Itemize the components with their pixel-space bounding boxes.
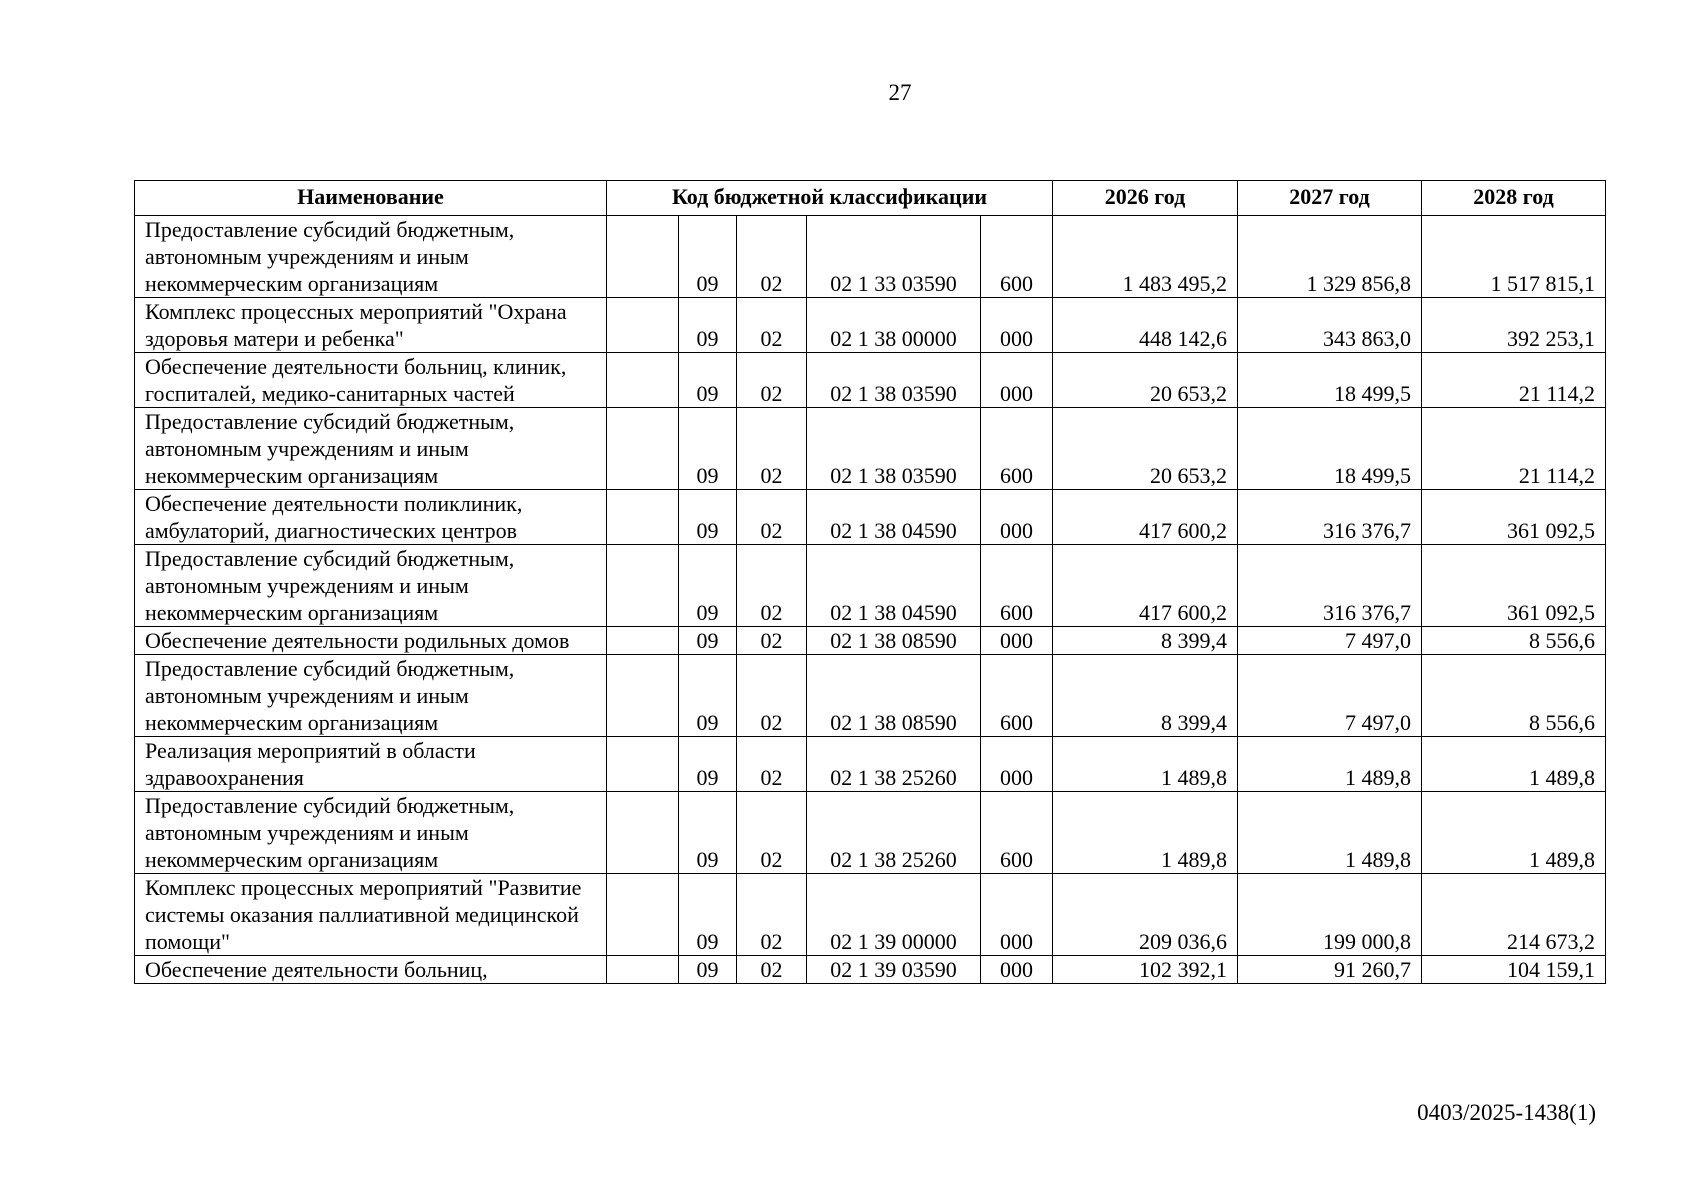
subsection-code: 02	[737, 874, 807, 956]
subsection-code: 02	[737, 737, 807, 792]
section-code: 09	[679, 490, 737, 545]
section-code: 09	[679, 655, 737, 737]
section-code: 09	[679, 545, 737, 627]
row-name: Реализация мероприятий в области здравоохранения	[135, 737, 607, 792]
row-name: Предоставление субсидий бюджетным, автономным учреждениям и иным некоммерческим организациям	[135, 792, 607, 874]
table-row	[135, 874, 1606, 956]
blank-cell	[607, 956, 679, 984]
subsection-code: 02	[737, 490, 807, 545]
amount-2026: 8 399,4	[1053, 655, 1238, 737]
blank-cell	[607, 792, 679, 874]
expense-type-code: 000	[981, 874, 1053, 956]
section-code: 09	[679, 627, 737, 655]
amount-2027: 343 863,0	[1238, 298, 1422, 353]
target-article-code: 02 1 38 25260	[807, 737, 981, 792]
table-row	[135, 216, 1606, 298]
table-row	[135, 655, 1606, 737]
subsection-code: 02	[737, 956, 807, 984]
amount-2027: 1 489,8	[1238, 792, 1422, 874]
row-name: Предоставление субсидий бюджетным, автономным учреждениям и иным некоммерческим организациям	[135, 216, 607, 298]
amount-2027: 199 000,8	[1238, 874, 1422, 956]
table-row	[135, 490, 1606, 545]
target-article-code: 02 1 38 25260	[807, 792, 981, 874]
amount-2028: 21 114,2	[1422, 408, 1606, 490]
subsection-code: 02	[737, 298, 807, 353]
amount-2027: 7 497,0	[1238, 627, 1422, 655]
table-body	[135, 216, 1606, 984]
subsection-code: 02	[737, 353, 807, 408]
amount-2028: 8 556,6	[1422, 655, 1606, 737]
target-article-code: 02 1 39 00000	[807, 874, 981, 956]
amount-2028: 361 092,5	[1422, 545, 1606, 627]
amount-2026: 8 399,4	[1053, 627, 1238, 655]
blank-cell	[607, 627, 679, 655]
table-row	[135, 353, 1606, 408]
section-code: 09	[679, 216, 737, 298]
table-row	[135, 737, 1606, 792]
row-name: Обеспечение деятельности родильных домов	[135, 627, 607, 655]
amount-2027: 18 499,5	[1238, 408, 1422, 490]
amount-2028: 361 092,5	[1422, 490, 1606, 545]
section-code: 09	[679, 792, 737, 874]
table-row	[135, 792, 1606, 874]
subsection-code: 02	[737, 216, 807, 298]
target-article-code: 02 1 38 04590	[807, 490, 981, 545]
amount-2026: 1 489,8	[1053, 737, 1238, 792]
section-code: 09	[679, 737, 737, 792]
amount-2027: 91 260,7	[1238, 956, 1422, 984]
target-article-code: 02 1 38 04590	[807, 545, 981, 627]
amount-2026: 20 653,2	[1053, 353, 1238, 408]
expense-type-code: 000	[981, 627, 1053, 655]
blank-cell	[607, 408, 679, 490]
subsection-code: 02	[737, 655, 807, 737]
table-row	[135, 408, 1606, 490]
target-article-code: 02 1 38 03590	[807, 408, 981, 490]
table-header-row	[135, 181, 1606, 216]
blank-cell	[607, 490, 679, 545]
row-name: Предоставление субсидий бюджетным, автономным учреждениям и иным некоммерческим организациям	[135, 408, 607, 490]
target-article-code: 02 1 39 03590	[807, 956, 981, 984]
row-name: Обеспечение деятельности больниц,	[135, 956, 607, 984]
amount-2028: 104 159,1	[1422, 956, 1606, 984]
target-article-code: 02 1 38 00000	[807, 298, 981, 353]
expense-type-code: 000	[981, 353, 1053, 408]
amount-2027: 7 497,0	[1238, 655, 1422, 737]
blank-cell	[607, 298, 679, 353]
amount-2026: 448 142,6	[1053, 298, 1238, 353]
target-article-code: 02 1 33 03590	[807, 216, 981, 298]
row-name: Предоставление субсидий бюджетным, автономным учреждениям и иным некоммерческим организациям	[135, 545, 607, 627]
amount-2026: 417 600,2	[1053, 545, 1238, 627]
page-number: 27	[888, 80, 912, 105]
amount-2027: 316 376,7	[1238, 490, 1422, 545]
section-code: 09	[679, 956, 737, 984]
blank-cell	[607, 353, 679, 408]
row-name: Обеспечение деятельности поликлиник, амбулаторий, диагностических центров	[135, 490, 607, 545]
amount-2026: 20 653,2	[1053, 408, 1238, 490]
expense-type-code: 000	[981, 956, 1053, 984]
expense-type-code: 000	[981, 737, 1053, 792]
section-code: 09	[679, 298, 737, 353]
section-code: 09	[679, 874, 737, 956]
header-2026: 2026 год	[1053, 181, 1238, 216]
expense-type-code: 600	[981, 792, 1053, 874]
row-name: Предоставление субсидий бюджетным, автономным учреждениям и иным некоммерческим организациям	[135, 655, 607, 737]
blank-cell	[607, 737, 679, 792]
subsection-code: 02	[737, 627, 807, 655]
amount-2027: 316 376,7	[1238, 545, 1422, 627]
subsection-code: 02	[737, 792, 807, 874]
expense-type-code: 600	[981, 216, 1053, 298]
amount-2028: 21 114,2	[1422, 353, 1606, 408]
table-row	[135, 627, 1606, 655]
amount-2026: 1 489,8	[1053, 792, 1238, 874]
header-2028: 2028 год	[1422, 181, 1606, 216]
amount-2028: 8 556,6	[1422, 627, 1606, 655]
table-row	[135, 298, 1606, 353]
amount-2027: 1 329 856,8	[1238, 216, 1422, 298]
blank-cell	[607, 655, 679, 737]
expense-type-code: 600	[981, 655, 1053, 737]
expense-type-code: 000	[981, 298, 1053, 353]
amount-2026: 417 600,2	[1053, 490, 1238, 545]
row-name: Обеспечение деятельности больниц, клиник, госпиталей, медико-санитарных частей	[135, 353, 607, 408]
amount-2027: 18 499,5	[1238, 353, 1422, 408]
amount-2027: 1 489,8	[1238, 737, 1422, 792]
target-article-code: 02 1 38 08590	[807, 655, 981, 737]
amount-2028: 1 489,8	[1422, 737, 1606, 792]
expense-type-code: 600	[981, 545, 1053, 627]
amount-2028: 392 253,1	[1422, 298, 1606, 353]
table-row	[135, 956, 1606, 984]
expense-type-code: 600	[981, 408, 1053, 490]
section-code: 09	[679, 408, 737, 490]
amount-2028: 1 489,8	[1422, 792, 1606, 874]
expense-type-code: 000	[981, 490, 1053, 545]
header-name: Наименование	[135, 181, 607, 216]
amount-2026: 1 483 495,2	[1053, 216, 1238, 298]
row-name: Комплекс процессных мероприятий "Охрана здоровья матери и ребенка"	[135, 298, 607, 353]
document-number: 0403/2025-1438(1)	[1417, 1100, 1596, 1125]
target-article-code: 02 1 38 03590	[807, 353, 981, 408]
section-code: 09	[679, 353, 737, 408]
blank-cell	[607, 874, 679, 956]
row-name: Комплекс процессных мероприятий "Развитие системы оказания паллиативной медицинской помощи"	[135, 874, 607, 956]
amount-2026: 102 392,1	[1053, 956, 1238, 984]
header-code: Код бюджетной классификации	[607, 181, 1053, 216]
amount-2026: 209 036,6	[1053, 874, 1238, 956]
table-row	[135, 545, 1606, 627]
blank-cell	[607, 216, 679, 298]
amount-2028: 214 673,2	[1422, 874, 1606, 956]
subsection-code: 02	[737, 545, 807, 627]
header-2027: 2027 год	[1238, 181, 1422, 216]
target-article-code: 02 1 38 08590	[807, 627, 981, 655]
blank-cell	[607, 545, 679, 627]
subsection-code: 02	[737, 408, 807, 490]
budget-table	[134, 180, 1606, 984]
amount-2028: 1 517 815,1	[1422, 216, 1606, 298]
